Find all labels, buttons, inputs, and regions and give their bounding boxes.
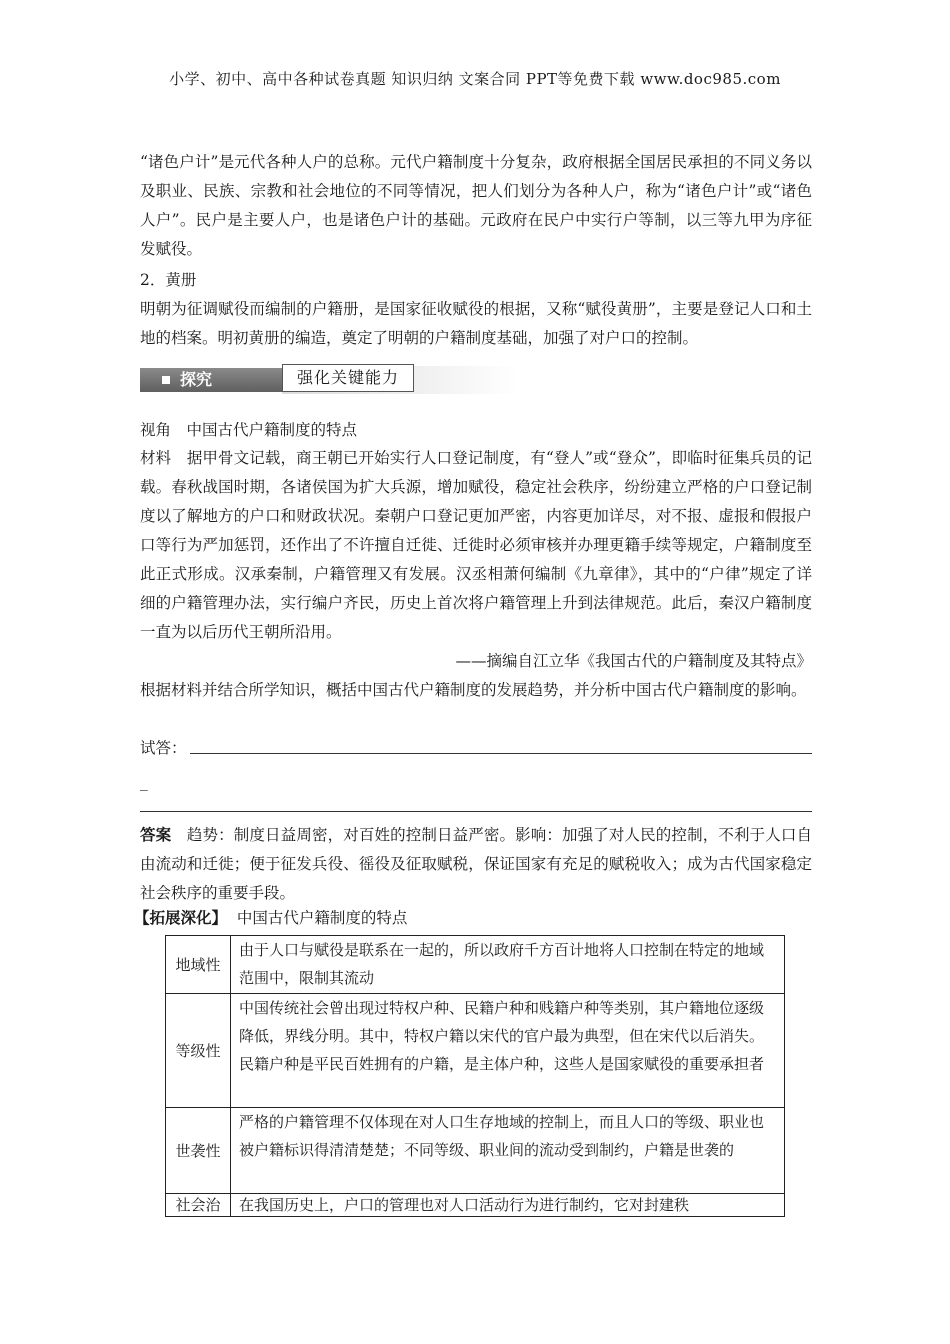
section-title-huangce: 2．黄册 <box>140 271 197 289</box>
material-label: 材料 <box>140 449 172 467</box>
table-row <box>166 936 785 994</box>
material-block <box>140 444 812 647</box>
table-row <box>166 994 785 1108</box>
extension-title: 中国古代户籍制度的特点 <box>236 909 408 927</box>
table-row <box>166 1108 785 1194</box>
answer-block <box>140 820 812 908</box>
try-answer-label: 试答： <box>140 739 187 757</box>
square-bullet-icon <box>162 376 170 384</box>
answer-line-2[interactable] <box>140 811 812 812</box>
inquiry-angle: 视角 中国古代户籍制度的特点 <box>140 421 358 439</box>
material-text: 据甲骨文记载，商王朝已开始实行人口登记制度，有“登人”或“登众”，即临时征集兵员的记载。春秋战国时期，各诸侯国为扩大兵源，增加赋役，稳定社会秩序，纷纷建立严格的户口登记制度以了解地方的户口和财政状况。秦朝户口登记更加严密，内容更加详尽，对不报、虚报和假报户口等行为严加惩罚，还作出了不许擅自迁徙、迁徙时必须审核并办理更籍手续等规定，户籍制度至此正式形成。汉承秦制，户籍管理又有发展。汉丞相萧何编制《九章律》，其中的“户律”规定了详细的户籍管理办法，实行编户齐民，历史上首次将户籍管理上升到法律规范。此后，秦汉户籍制度一直为以后历代王朝所沿用。 <box>140 449 812 641</box>
answer-line-1[interactable] <box>190 753 812 754</box>
extension-heading <box>134 906 407 930</box>
banner-left-label: 探究 <box>180 370 213 389</box>
question-text: 根据材料并结合所学知识，概括中国古代户籍制度的发展趋势，并分析中国古代户籍制度的影响。 <box>140 681 807 699</box>
row-value: 严格的户籍管理不仅体现在对人口生存地域的控制上，而且人口的等级、职业也被户籍标识得清清楚楚；不同等级、职业间的流动受到制约，户籍是世袭的 <box>231 1108 785 1194</box>
banner-right: 强化关键能力 <box>282 364 414 392</box>
extension-label: 【拓展深化】 <box>134 908 228 927</box>
intro-paragraph-2: 明朝为征调赋役而编制的户籍册，是国家征收赋役的根据，又称“赋役黄册”，主要是登记人口和土地的档案。明初黄册的编造，奠定了明朝的户籍制度基础，加强了对户口的控制。 <box>140 300 812 347</box>
answer-text: 趋势：制度日益周密，对百姓的控制日益严密。影响：加强了对人民的控制，不利于人口自由流动和迁徙；便于征发兵役、徭役及征取赋税，保证国家有充足的赋税收入；成为古代国家稳定社会秩序的重要手段。 <box>140 826 812 902</box>
answer-dash: _ <box>140 773 148 791</box>
row-key: 等级性 <box>166 994 231 1108</box>
inquiry-banner <box>140 364 518 396</box>
intro-paragraph-1: “诸色户计”是元代各种人户的总称。元代户籍制度十分复杂，政府根据全国居民承担的不同义务以及职业、民族、宗教和社会地位的不同等情况，把人们划分为各种人户，称为“诸色户计”或“诸色人户”。民户是主要人户，也是诸色户计的基础。元政府在民户中实行户等制，以三等九甲为序征发赋役。 <box>140 153 812 258</box>
answer-label: 答案 <box>140 825 172 844</box>
material-source: ——摘编自江立华《我国古代的户籍制度及其特点》 <box>455 652 812 670</box>
row-value: 由于人口与赋役是联系在一起的，所以政府千方百计地将人口控制在特定的地域范围中，限制其流动 <box>231 936 785 994</box>
table-row <box>166 1194 785 1217</box>
row-key: 地域性 <box>166 936 231 994</box>
features-table <box>165 935 785 1217</box>
row-key: 世袭性 <box>166 1108 231 1194</box>
row-value: 在我国历史上，户口的管理也对人口活动行为进行制约，它对封建秩 <box>231 1194 785 1217</box>
page-header: 小学、初中、高中各种试卷真题 知识归纳 文案合同 PPT等免费下载 www.doc985.com <box>169 70 781 88</box>
row-key: 社会治 <box>166 1194 231 1217</box>
banner-left <box>140 368 282 392</box>
row-value: 中国传统社会曾出现过特权户种、民籍户种和贱籍户种等类别，其户籍地位逐级降低，界线分明。其中，特权户籍以宋代的官户最为典型，但在宋代以后消失。民籍户种是平民百姓拥有的户籍，是主体户种，这些人是国家赋役的重要承担者 <box>231 994 785 1108</box>
